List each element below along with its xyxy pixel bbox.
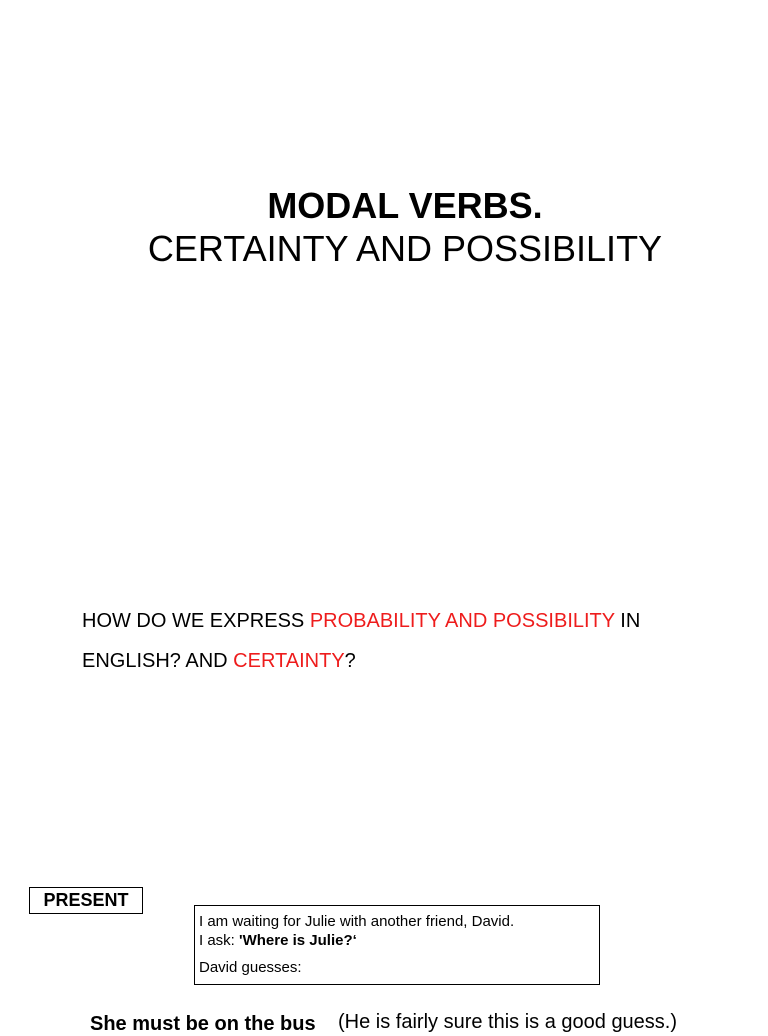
context-box xyxy=(194,905,600,985)
example-line-cut-off xyxy=(90,1012,750,1036)
question-highlight-probability: PROBABILITY AND POSSIBILITY xyxy=(309,610,615,632)
context-line-2-prefix: I ask: xyxy=(199,932,240,949)
question-text-2: IN ENGLISH? AND xyxy=(82,610,641,672)
question-text-1: HOW DO WE EXPRESS xyxy=(82,610,310,632)
example-sentence: She must be on the bus xyxy=(90,1013,316,1035)
question-text-3: ? xyxy=(344,650,356,672)
intro-question xyxy=(82,601,742,681)
context-line-2 xyxy=(199,931,595,950)
context-question: 'Where is Julie?‘ xyxy=(239,932,357,949)
page-title: MODAL VERBS. xyxy=(267,185,543,226)
page-subtitle: CERTAINTY AND POSSIBILITY xyxy=(147,228,663,269)
question-highlight-certainty: CERTAINTY xyxy=(233,650,345,672)
title-block xyxy=(0,184,768,270)
context-line-1: I am waiting for Julie with another friend, David. xyxy=(199,913,515,930)
present-label: PRESENT xyxy=(29,887,143,914)
context-line-3: David guesses: xyxy=(199,959,302,976)
example-note: (He is fairly sure this is a good guess.) xyxy=(338,1011,678,1033)
